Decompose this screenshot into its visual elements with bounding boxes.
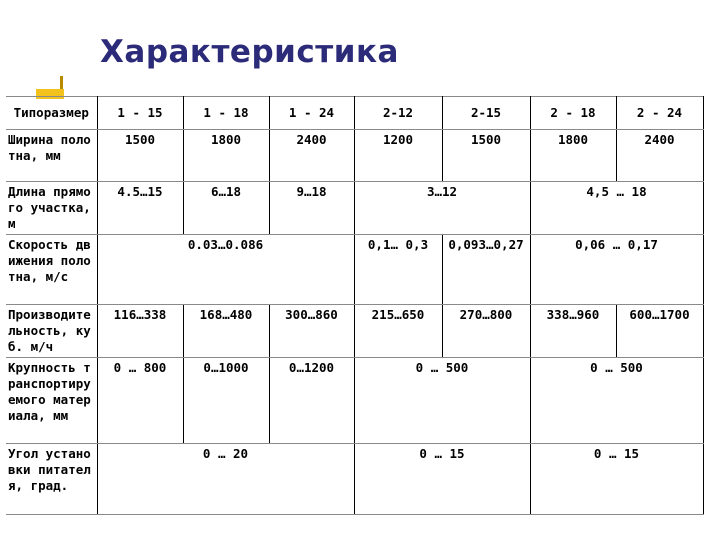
table-cell: 0,06 … 0,17 [530,235,703,305]
row-label: Ширина полотна, мм [6,130,97,182]
table-row [6,305,703,358]
row-label: Скорость движения полотна, м/с [6,235,97,305]
table-row [6,182,703,235]
table-cell: 0,093…0,27 [442,235,530,305]
header-label-cell: Типоразмер [6,97,97,130]
model-header: 1 - 24 [269,97,354,130]
table-row [6,235,703,305]
table-cell: 0…1200 [269,358,354,444]
table-row [6,130,703,182]
table-cell: 2400 [269,130,354,182]
table-cell: 3…12 [354,182,530,235]
slide-title: Характеристика [100,34,399,70]
table-row [6,444,703,515]
row-label: Угол установки питателя, град. [6,444,97,515]
table-cell: 1500 [442,130,530,182]
table-cell: 0.03…0.086 [97,235,354,305]
table-cell: 300…860 [269,305,354,358]
table-cell: 0 … 20 [97,444,354,515]
row-label: Производительность, куб. м/ч [6,305,97,358]
table-cell: 168…480 [183,305,269,358]
table-cell: 116…338 [97,305,183,358]
table-cell: 0 … 15 [530,444,703,515]
table-cell: 6…18 [183,182,269,235]
model-header: 2-15 [442,97,530,130]
table-cell: 0 … 15 [354,444,530,515]
table-cell: 215…650 [354,305,442,358]
table-cell: 1800 [183,130,269,182]
row-label: Длина прямого участка, м [6,182,97,235]
specs-table [6,96,704,515]
table-cell: 0…1000 [183,358,269,444]
model-header: 1 - 18 [183,97,269,130]
row-label: Крупность транспортируемого материала, мм [6,358,97,444]
table-cell: 0 … 800 [97,358,183,444]
table-cell: 9…18 [269,182,354,235]
table-cell: 1500 [97,130,183,182]
header-row [6,97,703,130]
model-header: 2 - 24 [616,97,703,130]
model-header: 2 - 18 [530,97,616,130]
model-header: 1 - 15 [97,97,183,130]
table-row [6,358,703,444]
model-header: 2-12 [354,97,442,130]
table-cell: 270…800 [442,305,530,358]
table-cell: 600…1700 [616,305,703,358]
table-cell: 2400 [616,130,703,182]
table-cell: 0 … 500 [530,358,703,444]
table-cell: 4.5…15 [97,182,183,235]
table-cell: 4,5 … 18 [530,182,703,235]
table-cell: 0 … 500 [354,358,530,444]
table-cell: 338…960 [530,305,616,358]
table-cell: 1200 [354,130,442,182]
table-cell: 1800 [530,130,616,182]
table-cell: 0,1… 0,3 [354,235,442,305]
